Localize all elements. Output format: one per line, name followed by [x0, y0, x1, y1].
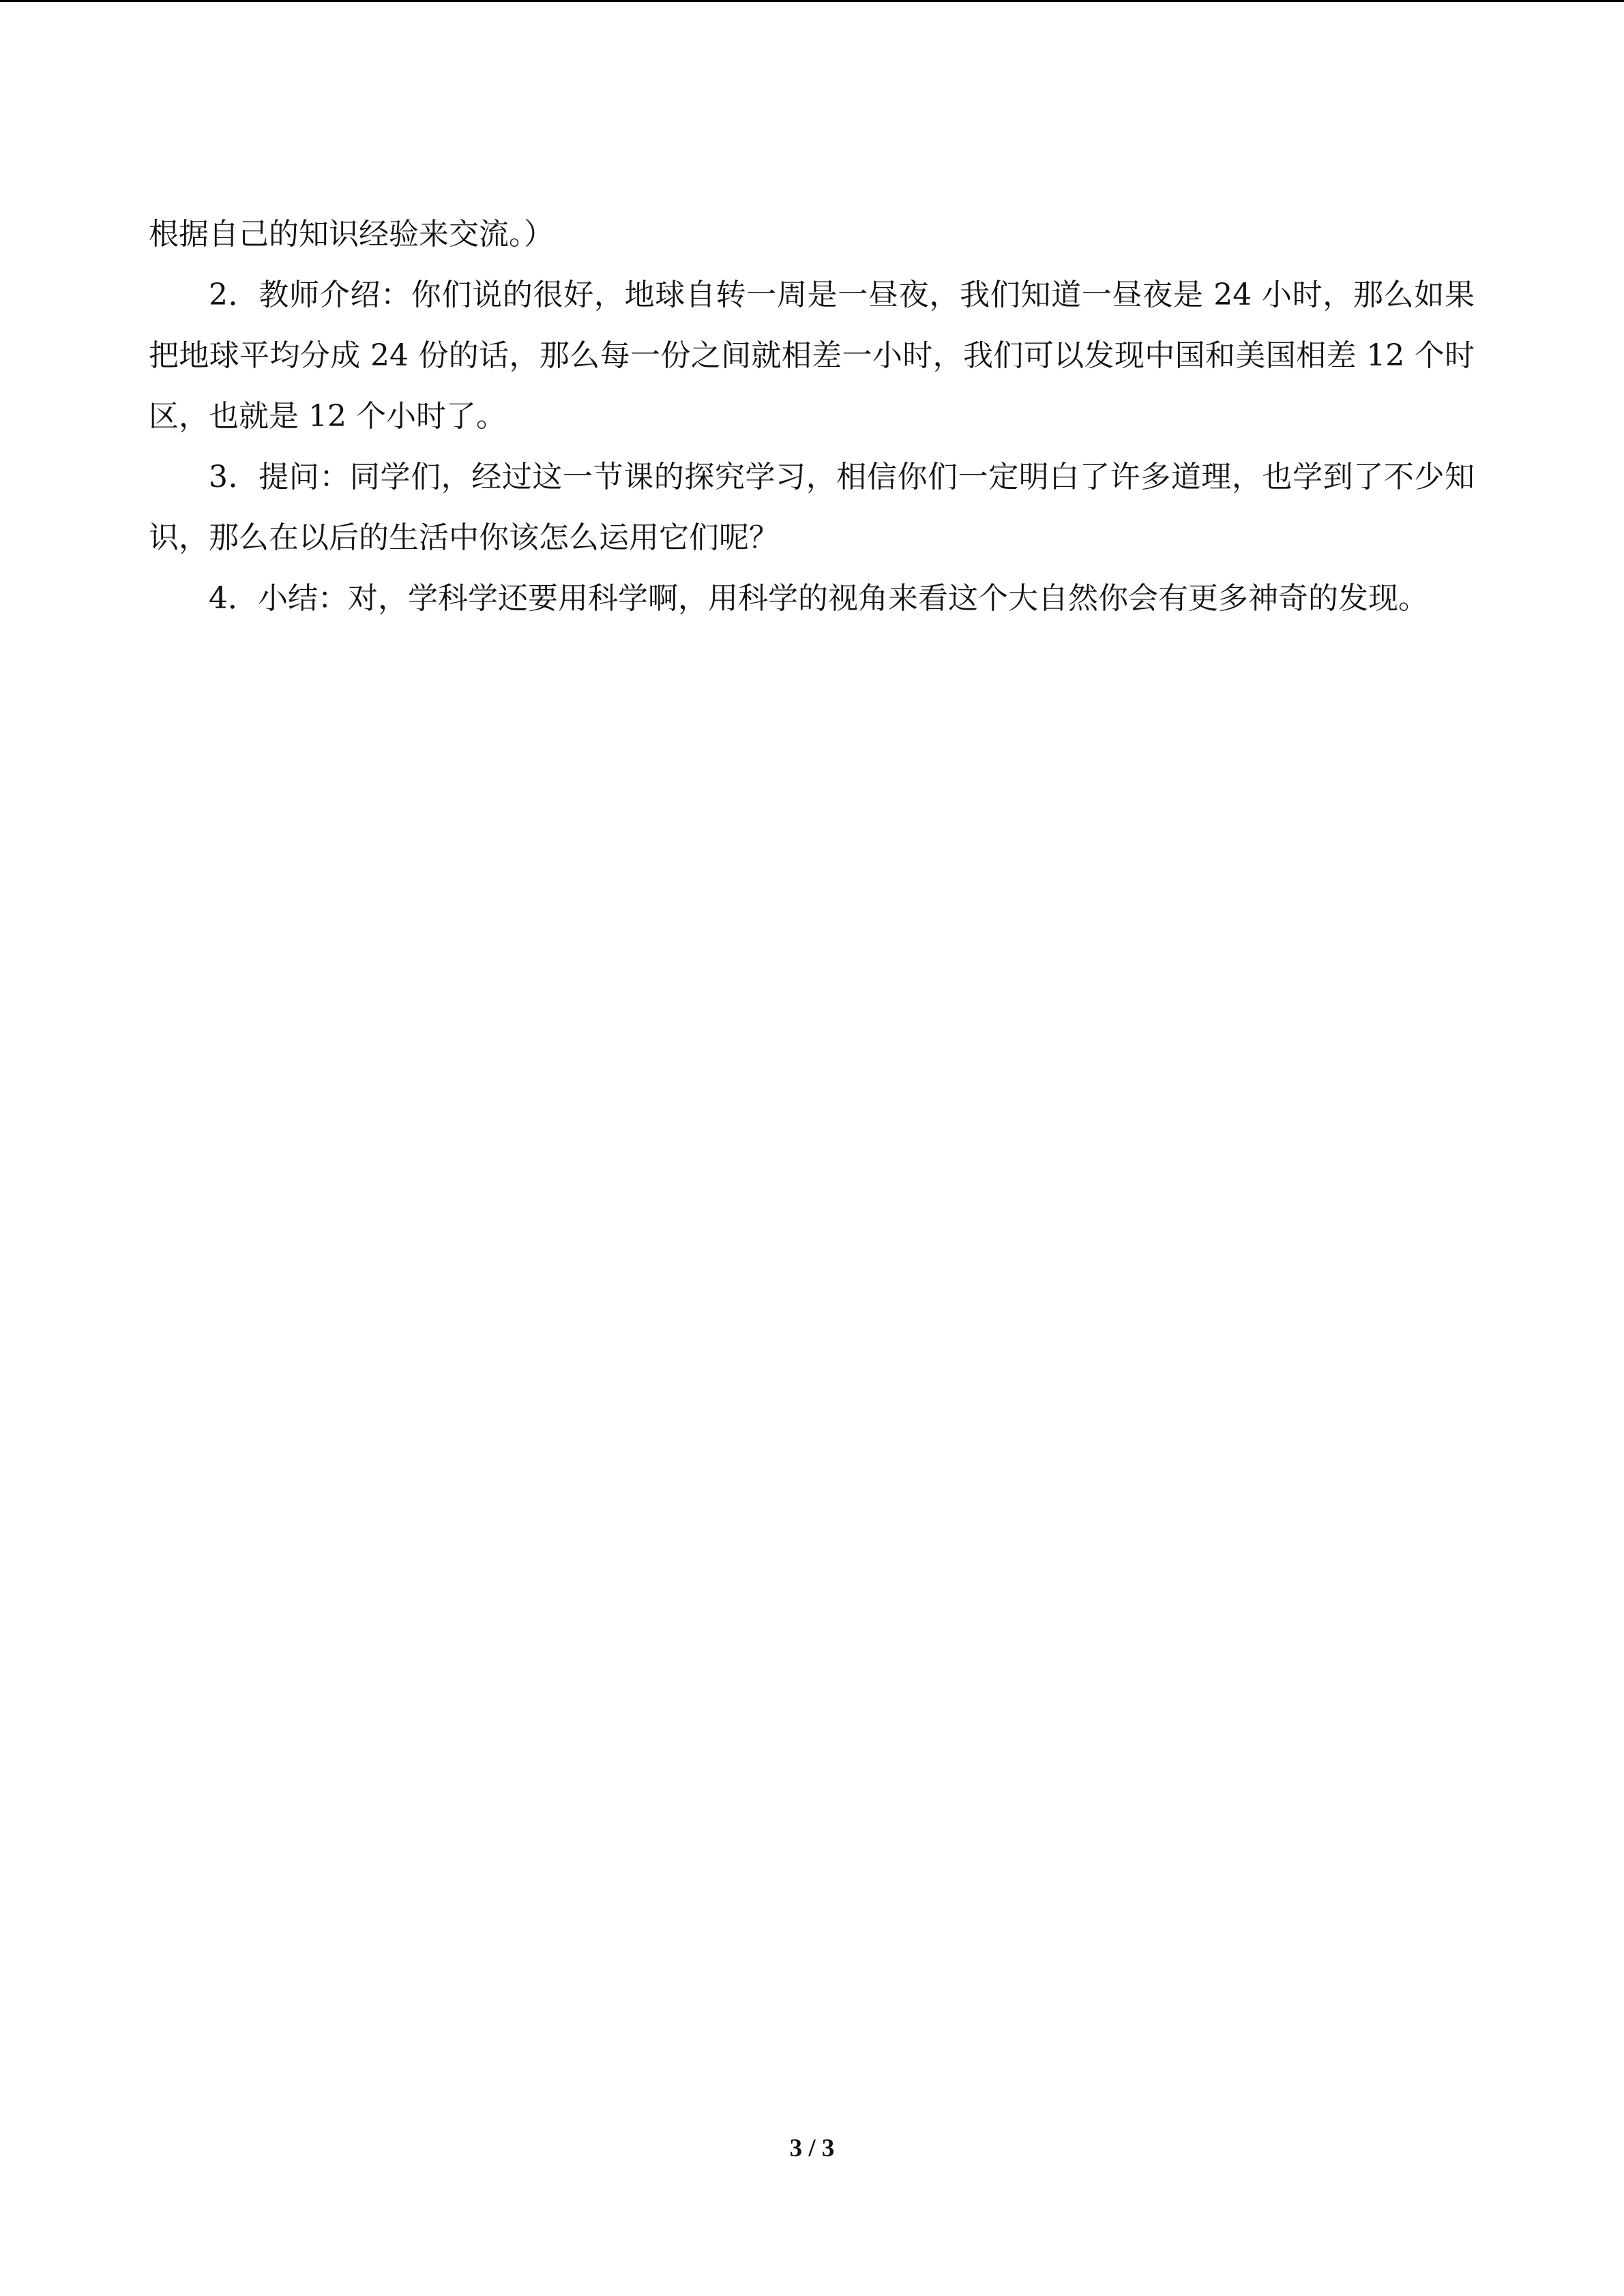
- document-body: [149, 204, 1475, 629]
- paragraph-continuation: 根据自己的知识经验来交流。）: [149, 217, 554, 252]
- paragraph-question: 3．提问：同学们，经过这一节课的探究学习，相信你们一定明白了许多道理，也学到了不少知识，那么在以后的生活中你该怎么运用它们呢？: [149, 460, 1475, 555]
- paragraph-teacher-intro: 2．教师介绍：你们说的很好，地球自转一周是一昼夜，我们知道一昼夜是 24 小时，那么如果把地球平均分成 24 份的话，那么每一份之间就相差一小时，我们可以发现中国和美国相差 12 个时区，也就是 12 个小时了。: [149, 278, 1475, 434]
- page-number: 3 / 3: [789, 2134, 835, 2162]
- paragraph-summary: 4．小结：对，学科学还要用科学啊，用科学的视角来看这个大自然你会有更多神奇的发现。: [209, 581, 1428, 616]
